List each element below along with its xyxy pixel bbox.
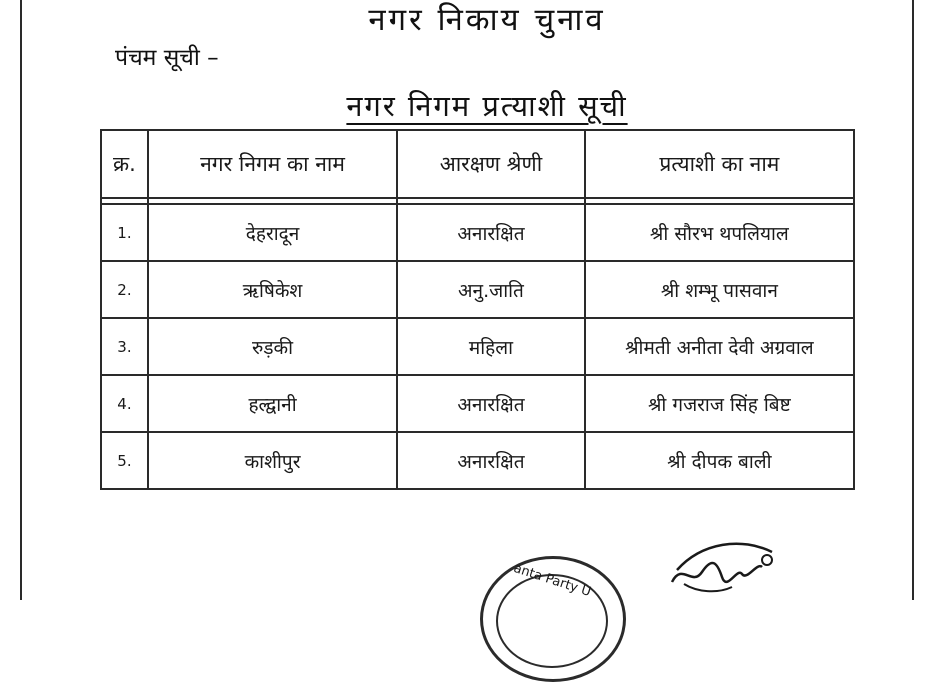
table-row (101, 261, 854, 318)
cell-serial: 2. (101, 261, 148, 318)
cell-reservation: अनु.जाति (397, 261, 585, 318)
party-seal-text: anta Party U (511, 560, 593, 601)
table-title: नगर निगम प्रत्याशी सूची (346, 89, 628, 123)
cell-candidate: श्री शम्भू पासवान (585, 261, 854, 318)
cell-corporation: देहरादून (148, 204, 397, 261)
list-label: पंचम सूची – (115, 45, 219, 71)
cell-reservation: महिला (397, 318, 585, 375)
cell-serial: 4. (101, 375, 148, 432)
cell-candidate: श्री दीपक बाली (585, 432, 854, 489)
cell-reservation: अनारक्षित (397, 432, 585, 489)
header-reservation: आरक्षण श्रेणी (397, 130, 585, 198)
cell-serial: 5. (101, 432, 148, 489)
cell-corporation: हल्द्वानी (148, 375, 397, 432)
table-row (101, 204, 854, 261)
cell-serial: 3. (101, 318, 148, 375)
table-row (101, 375, 854, 432)
candidate-table (100, 129, 855, 490)
signature-image (662, 532, 782, 602)
header-corporation: नगर निगम का नाम (148, 130, 397, 198)
cell-serial: 1. (101, 204, 148, 261)
cell-candidate: श्री गजराज सिंह बिष्ट (585, 375, 854, 432)
cell-corporation: ऋषिकेश (148, 261, 397, 318)
table-header-row (101, 130, 854, 198)
cell-candidate: श्रीमती अनीता देवी अग्रवाल (585, 318, 854, 375)
document-title: नगर निकाय चुनाव (368, 2, 606, 38)
cell-reservation: अनारक्षित (397, 204, 585, 261)
cell-corporation: रुड़की (148, 318, 397, 375)
header-candidate: प्रत्याशी का नाम (585, 130, 854, 198)
cell-corporation: काशीपुर (148, 432, 397, 489)
cell-candidate: श्री सौरभ थपलियाल (585, 204, 854, 261)
table-row (101, 432, 854, 489)
cell-reservation: अनारक्षित (397, 375, 585, 432)
table-row (101, 318, 854, 375)
header-serial: क्र. (101, 130, 148, 198)
